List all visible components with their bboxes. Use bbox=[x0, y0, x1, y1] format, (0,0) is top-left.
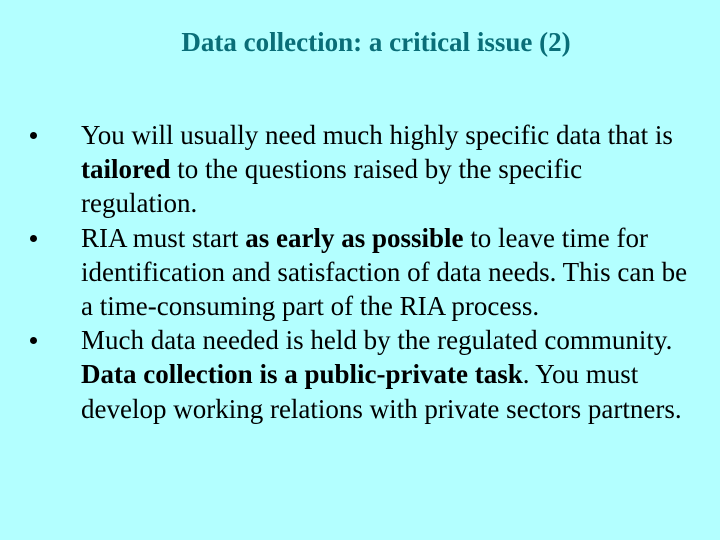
bullet-dot-icon bbox=[30, 337, 37, 344]
bullet-text-segment: RIA must start bbox=[81, 222, 246, 253]
bullet-text-segment: to the questions raised by the specific regulation. bbox=[81, 154, 583, 219]
bullet-dot-icon bbox=[30, 235, 37, 242]
bullet-text bbox=[81, 120, 673, 218]
slide-title: Data collection: a critical issue (2) bbox=[181, 27, 571, 57]
bullet-text-bold-segment: as early as possible bbox=[245, 222, 464, 253]
bullet-item bbox=[0, 323, 720, 426]
bullet-text-segment: to leave time for identification and satisfaction of data needs. This can be a time-consuming part of the RIA process. bbox=[81, 222, 688, 322]
bullet-text bbox=[81, 325, 682, 423]
bullet-text-segment: You will usually need much highly specific data that is bbox=[81, 120, 673, 150]
bullet-text-bold-segment: tailored bbox=[81, 154, 171, 185]
bullet-text-bold-segment: Data collection is a public-private task bbox=[81, 359, 523, 390]
bullet-dot-icon bbox=[30, 132, 37, 139]
bullet-text-segment: . You must develop working relations with private sectors partners. bbox=[81, 359, 682, 424]
bullet-item bbox=[0, 118, 720, 221]
bullet-list bbox=[0, 118, 720, 426]
bullet-text-segment: Much data needed is held by the regulated community. bbox=[81, 325, 673, 356]
bullet-text bbox=[81, 223, 687, 321]
bullet-item bbox=[0, 221, 720, 324]
